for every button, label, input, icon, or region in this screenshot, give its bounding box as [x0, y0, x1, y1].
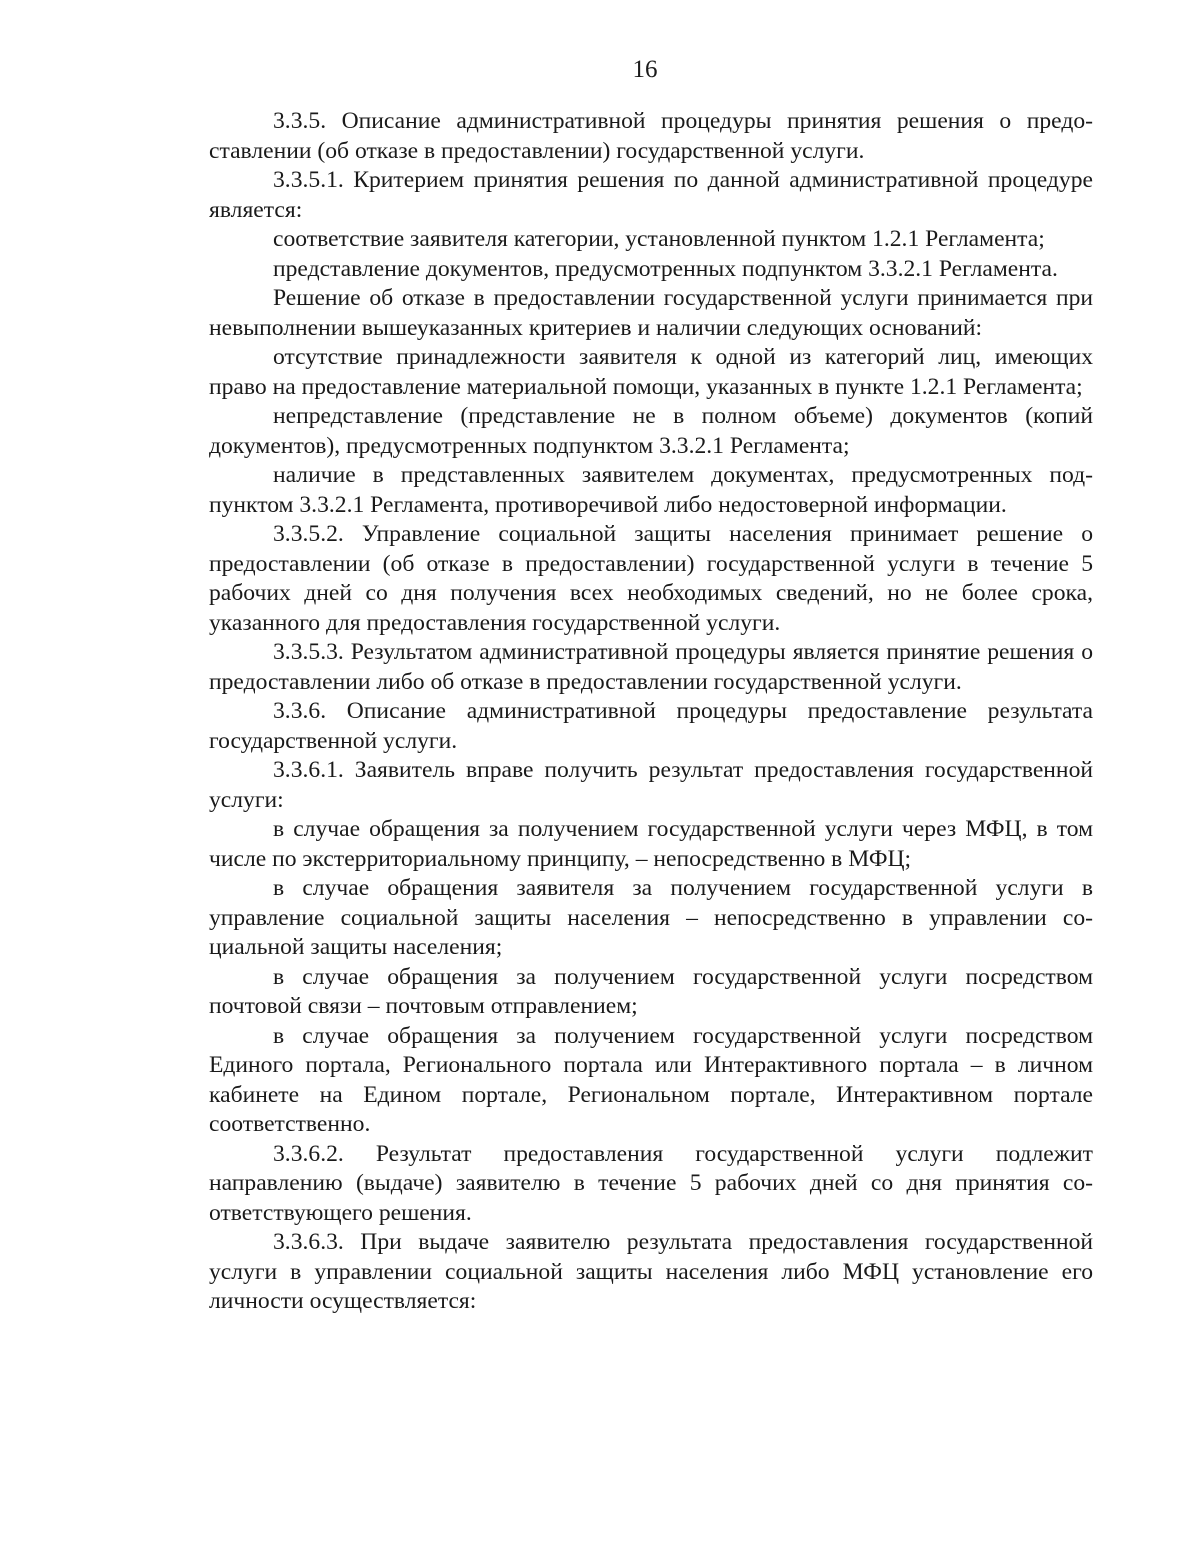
criterion-documents: представление документов, предусмотренных подпунктом 3.3.2.1 Регламента. — [273, 255, 1058, 282]
refusal-decision: Решение об отказе в предоставлении государственной услуги принимается при невыполнении вышеуказанных критериев и наличии следующих оснований: — [209, 285, 1093, 341]
refusal-ground-category: отсутствие принадлежности заявителя к одной из категорий лиц, имеющих право на предоставление материальной помощи, указанных в пункте 1.2.1 Регламента; — [209, 344, 1093, 400]
paragraph-3-3-6-3: 3.3.6.3. При выдаче заявителю результата предоставления государственной услуги в управлении социальной защиты населения либо МФЦ установление его личности осуществляется: — [209, 1229, 1093, 1314]
paragraph-3-3-6-2: 3.3.6.2. Результат предоставления государственной услуги подлежит направлению (выдаче) заявителю в течение 5 рабочих дней со дня принятия соответствующего решения. — [209, 1140, 1093, 1226]
paragraph-3-3-6: 3.3.6. Описание административной процедуры предоставление результата государственной услуги. — [209, 698, 1093, 754]
result-via-social-protection: в случае обращения заявителя за получением государственной услуги в управление социальной защиты населения – непосредственно в управлении социальной защиты населения; — [209, 875, 1093, 960]
result-via-mfc: в случае обращения за получением государственной услуги через МФЦ, в том числе по экстерриториальному принципу, – непосредственно в МФЦ; — [209, 816, 1093, 872]
refusal-ground-documents: непредставление (представление не в полном объеме) документов (копий документов), предусмотренных подпунктом 3.3.2.1 Регламента; — [209, 403, 1093, 459]
result-via-portal: в случае обращения за получением государственной услуги посредством Единого портала, Регионального портала или Интерактивного портала – в личном кабинете на Едином портале, Региональном портале, Интерактивном портале соответственно. — [209, 1022, 1093, 1137]
criterion-category: соответствие заявителя категории, установленной пунктом 1.2.1 Регламента; — [273, 226, 1045, 252]
page-number: 16 — [632, 56, 658, 83]
paragraph-3-3-5: 3.3.5. Описание административной процедуры принятия решения о предоставлении (об отказе в предоставлении) государственной услуги. — [209, 108, 1093, 164]
document-body — [209, 107, 1093, 1317]
paragraph-3-3-5-3: 3.3.5.3. Результатом административной процедуры является принятие решения о предоставлении либо об отказе в предоставлении государственной услуги. — [209, 639, 1093, 695]
paragraph-3-3-5-2: 3.3.5.2. Управление социальной защиты населения принимает решение о предоставлении (об отказе в предоставлении) государственной услуги в течение 5 рабочих дней со дня получения всех необходимых сведений, но не более срока, указанного для предоставления государственной услуги. — [209, 521, 1093, 636]
result-via-post: в случае обращения за получением государственной услуги посредством почтовой связи – почтовым отправлением; — [209, 963, 1093, 1019]
paragraph-3-3-6-1: 3.3.6.1. Заявитель вправе получить результат предоставления государственной услуги: — [209, 757, 1093, 813]
paragraph-3-3-5-1: 3.3.5.1. Критерием принятия решения по данной административной процедуре является: — [209, 167, 1093, 223]
refusal-ground-information: наличие в представленных заявителем документах, предусмотренных подпунктом 3.3.2.1 Регламента, противоречивой либо недостоверной информации. — [209, 462, 1093, 518]
